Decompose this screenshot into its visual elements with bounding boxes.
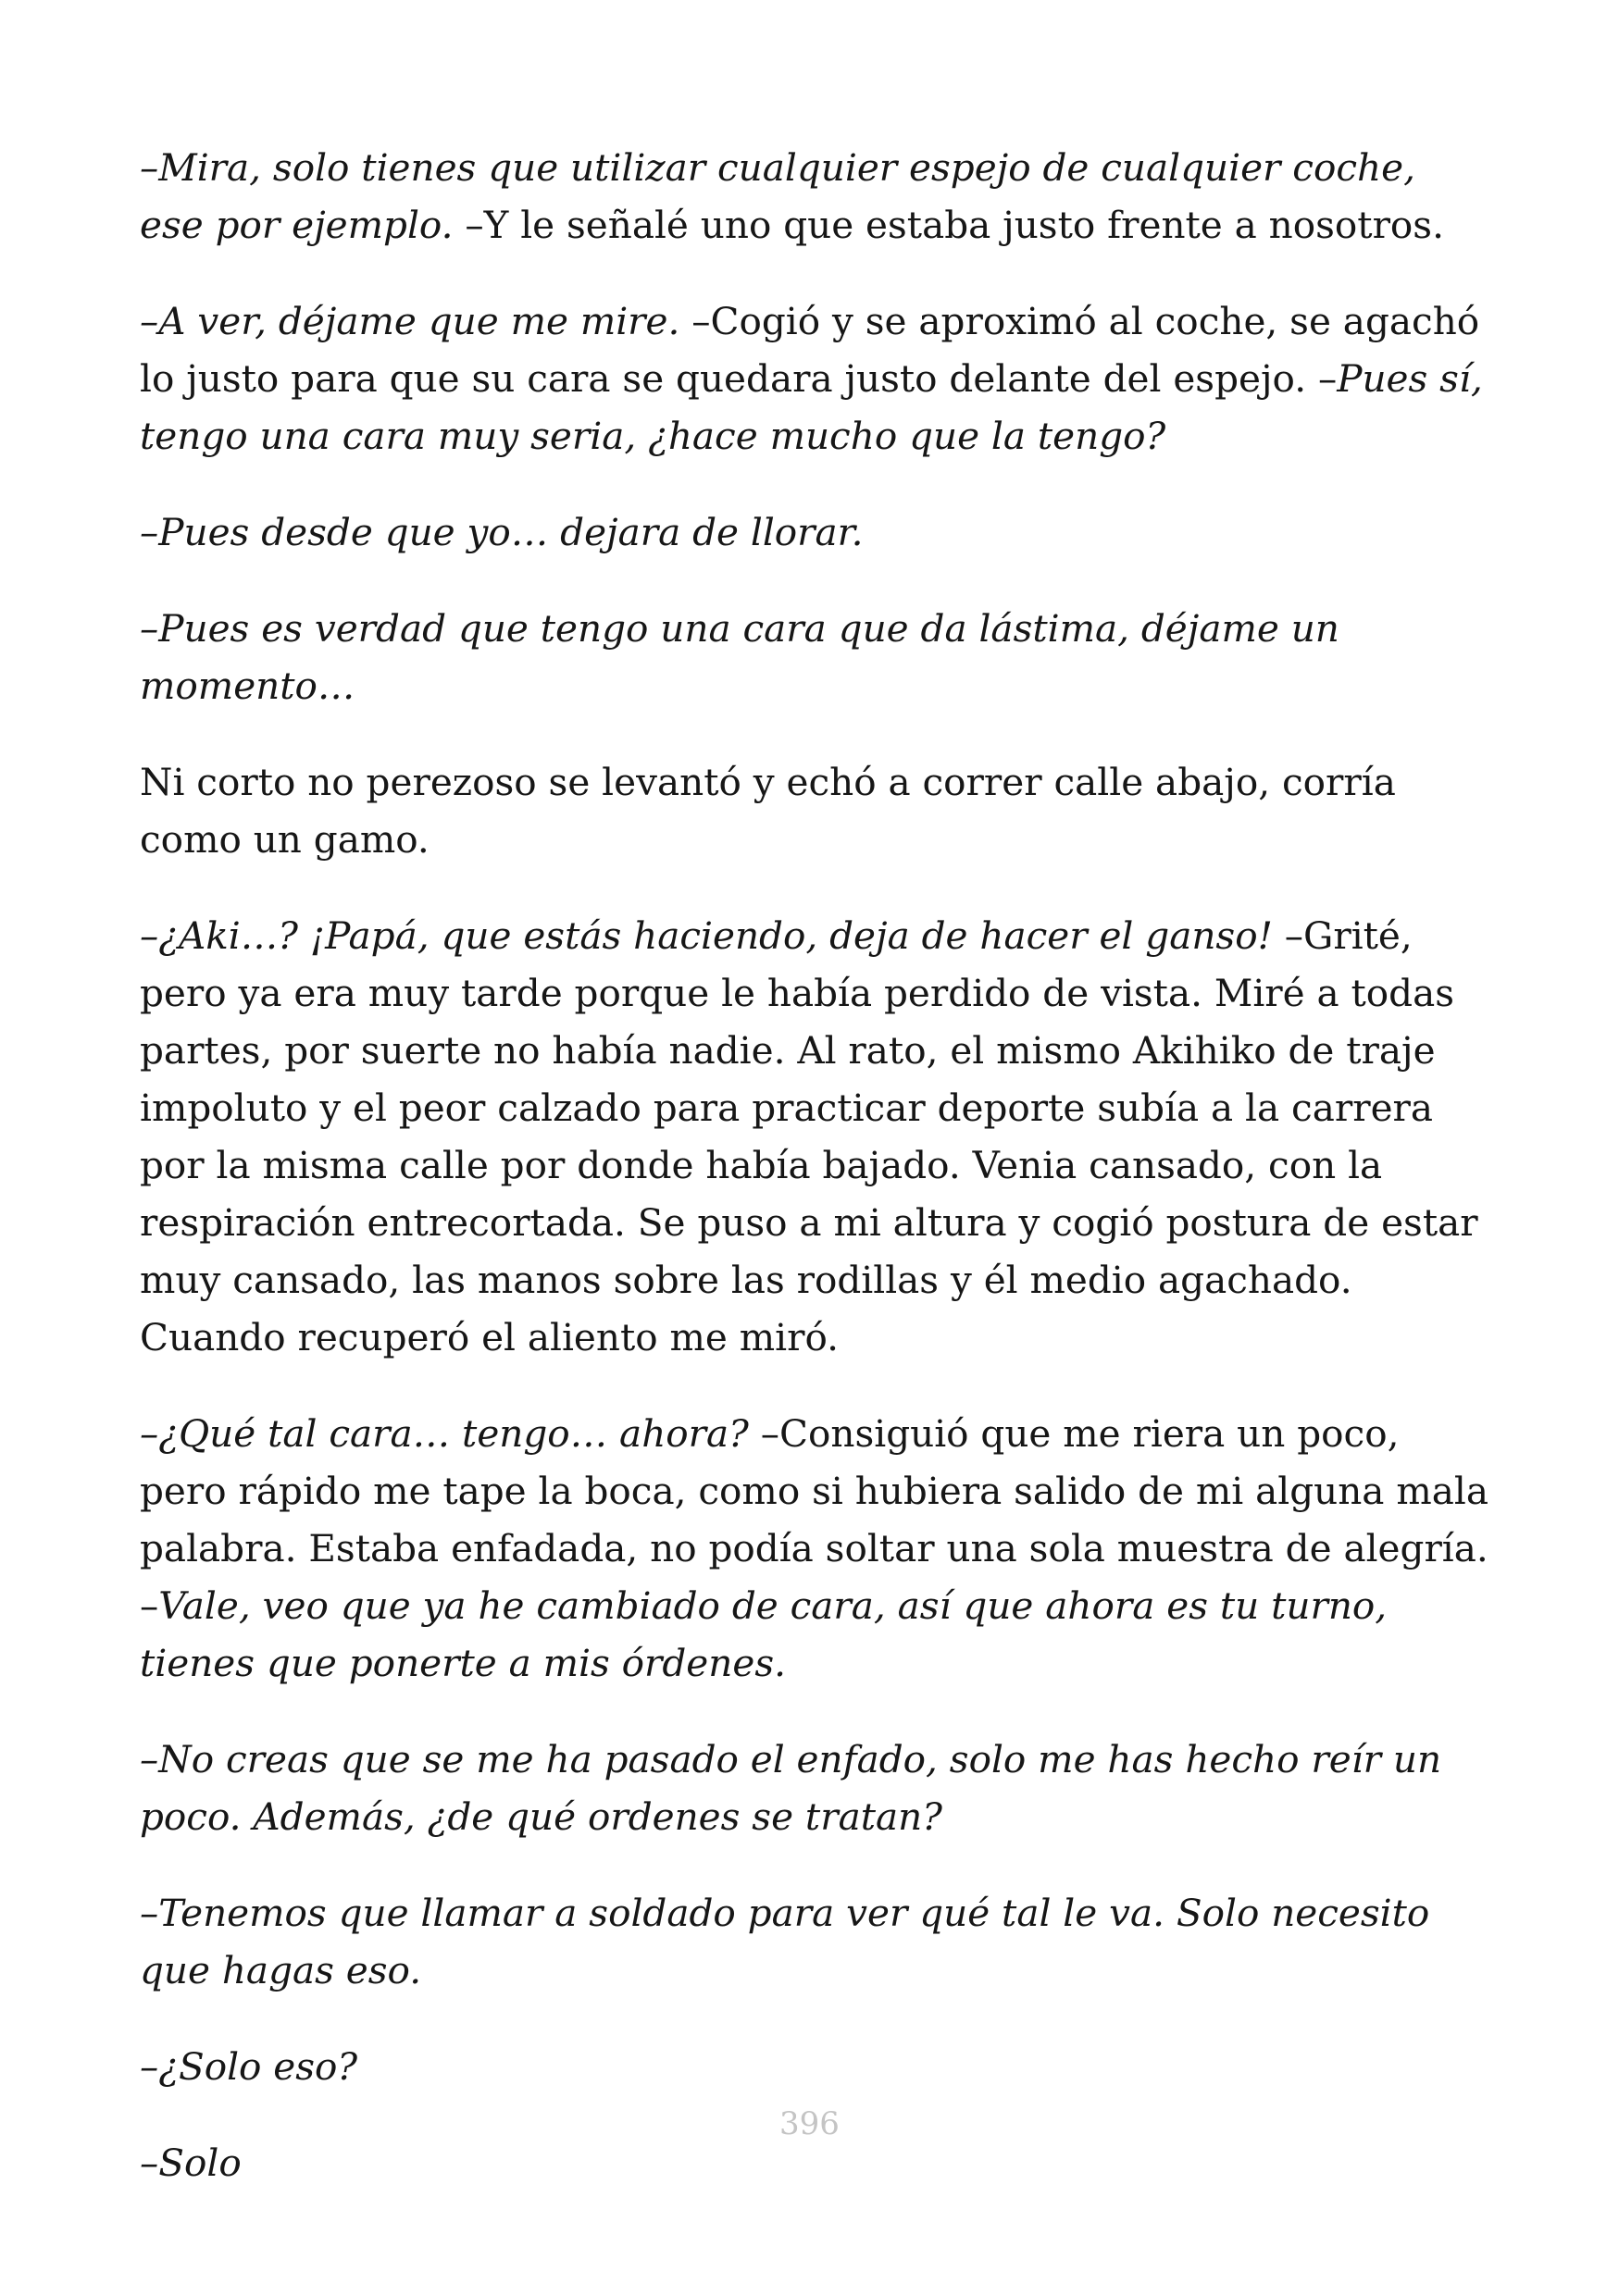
paragraph [140,2038,1489,2095]
paragraph [140,907,1489,1366]
body-text [140,139,1489,2191]
text-segment: –Consiguió que me riera un poco, pero rápido me tape la boca, como si hubiera salido de mi alguna mala palabra. Estaba enfadada, no podía soltar una sola muestra de alegría. – [140,1411,1488,1628]
text-segment: –Y le señalé uno que estaba justo frente a nosotros. [453,203,1444,247]
italic-text-segment: –¿Aki…? ¡Papá, que estás haciendo, deja de hacer el ganso! [140,913,1273,958]
paragraph [140,292,1489,465]
page-number: 396 [779,2105,840,2142]
paragraph [140,1405,1489,1692]
italic-text-segment: –Tenemos que llamar a soldado para ver qué tal le va. Solo necesito que hagas eso. [140,1891,1430,1992]
italic-text-segment: –Pues desde que yo… dejara de llorar. [140,510,864,554]
italic-text-segment: –Solo [140,2141,242,2185]
italic-text-segment: –No creas que se me ha pasado el enfado, solo me has hecho reír un poco. Además, ¿de qué ordenes se tratan? [140,1737,1442,1839]
italic-text-segment: –Pues es verdad que tengo una cara que da lástima, déjame un momento… [140,606,1339,708]
text-segment: Ni corto no perezoso se levantó y echó a correr calle abajo, corría como un gamo. [140,760,1396,862]
paragraph [140,1731,1489,1845]
italic-text-segment: –¿Solo eso? [140,2044,358,2089]
text-segment: –Cogió y se aproximó al coche, se agachó lo justo para que su cara se quedara justo delante del espejo. – [140,299,1480,401]
italic-text-segment: –A ver, déjame que me mire. [140,299,680,343]
paragraph [140,1884,1489,1999]
italic-text-segment: Vale, veo que ya he cambiado de cara, así que ahora es tu turno, tienes que ponerte a mis órdenes. [140,1583,1388,1685]
italic-text-segment: –¿Qué tal cara… tengo… ahora? [140,1411,749,1456]
text-segment: –Grité, pero ya era muy tarde porque le había perdido de vista. Miré a todas partes, por suerte no había nadie. Al rato, el mismo Akihiko de traje impoluto y el peor calzado para practicar deporte subía a la carrera por la misma calle por donde había bajado. Venia cansado, con la respiración entrecortada. Se puso a mi altura y cogió postura de estar muy cansado, las manos sobre las rodillas y él medio agachado. Cuando recuperó el aliento me miró. [140,913,1478,1359]
paragraph [140,753,1489,868]
paragraph [140,2134,1489,2191]
paragraph [140,600,1489,714]
paragraph [140,139,1489,254]
italic-text-segment: –Mira, solo tienes que utilizar cualquier espejo de cualquier coche, ese por ejemplo. [140,145,1415,247]
italic-text-segment: Pues sí, tengo una cara muy seria, ¿hace mucho que la tengo? [140,356,1483,458]
paragraph [140,503,1489,561]
